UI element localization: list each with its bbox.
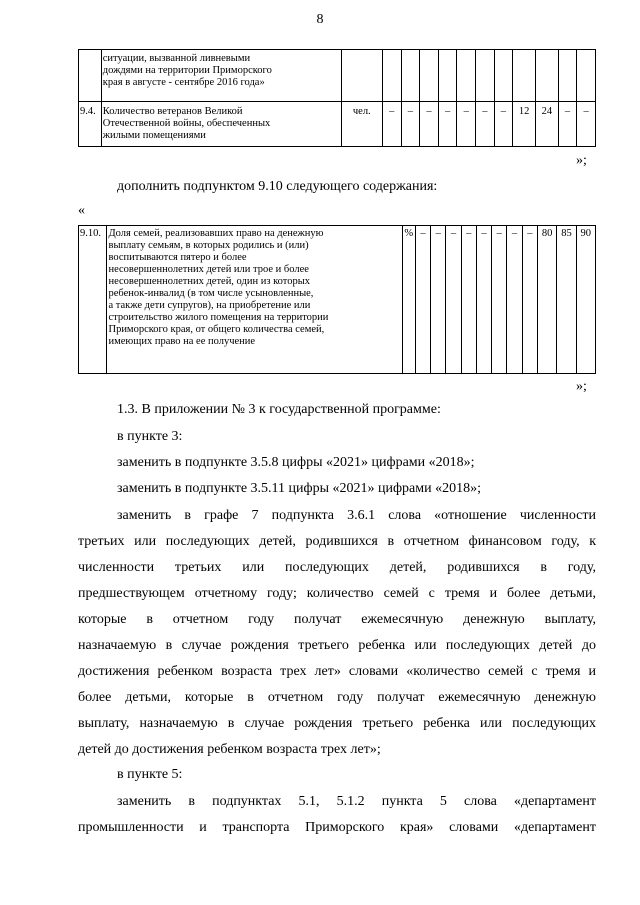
table-cell-text: ситуации, вызванной ливневыми дождями на территории Приморского края в августе - сентябре 2016 года» — [101, 50, 341, 102]
value-cell: – — [415, 226, 430, 374]
value-cell: – — [507, 226, 522, 374]
value-cell: 90 — [576, 226, 595, 374]
row-number: 9.4. — [79, 102, 102, 147]
table-row — [79, 226, 596, 374]
value-cell: – — [438, 102, 457, 147]
value-cell: – — [558, 102, 577, 147]
page-number: 8 — [316, 12, 324, 27]
paragraph: в пункте 5: — [117, 767, 183, 782]
indicator-table-new — [78, 225, 596, 374]
value-cell: – — [476, 226, 491, 374]
value-cell: 85 — [557, 226, 576, 374]
paragraph: заменить в подпункте 3.5.8 цифры «2021» цифрами «2018»; — [117, 455, 475, 470]
unit-cell: чел. — [341, 102, 382, 147]
table-cell-text: Количество ветеранов Великой Отечественной войны, обеспеченных жилыми помещениями — [101, 102, 341, 147]
value-cell: – — [522, 226, 537, 374]
opening-quote: « — [78, 203, 85, 218]
value-cell: – — [494, 102, 513, 147]
value-cell: – — [461, 226, 476, 374]
value-cell: – — [401, 102, 420, 147]
paragraph: заменить в подпункте 3.5.11 цифры «2021» цифрами «2018»; — [117, 481, 482, 496]
value-cell: – — [577, 102, 596, 147]
table-cell-text: Доля семей, реализовавших право на денежную выплату семьям, в которых родились и (или) воспитываются пятеро и более несовершеннолетних детей или трое и более несовершеннолетних детей, один из которых ребенок-инвалид (в том числе усыновленные, а также дети супругов), на приобретение или строительство жилого помещения на территории Приморского края, от общего количества семей, имеющих право на ее получение — [107, 226, 402, 374]
paragraph-add-subitem: дополнить подпунктом 9.10 следующего содержания: — [117, 179, 438, 194]
value-cell: – — [431, 226, 446, 374]
table-row — [79, 50, 596, 102]
paragraph-replace-department: заменить в подпунктах 5.1, 5.1.2 пункта 5 слова «департамент промышленности и транспорта Приморского края» словами «департамент — [78, 794, 596, 835]
table-row — [79, 102, 596, 147]
unit-cell: % — [402, 226, 415, 374]
value-cell: – — [476, 102, 495, 147]
closing-quote: »; — [576, 379, 587, 394]
value-cell: 80 — [537, 226, 556, 374]
value-cell: – — [382, 102, 401, 147]
paragraph: в пункте 3: — [117, 429, 183, 444]
indicator-table-continued — [78, 49, 596, 147]
value-cell: 12 — [513, 102, 536, 147]
value-cell: 24 — [535, 102, 558, 147]
value-cell: – — [446, 226, 461, 374]
paragraph-replace-graph7: заменить в графе 7 подпункта 3.6.1 слова «отношение численности третьих или последующих детей, родившихся в отчетном финансовом году, к численности третьих или последующих детей, родившихся в году, предшествующем отчетному году; количество семей с тремя и более детьми, которые в отчетном году получат ежемесячную денежную выплату, назначаемую в случае рождения третьего ребенка или последующих детей до достижения ребенком возраста трех лет» словами «количество семей с тремя и более детьми, которые в отчетном году получат ежемесячную денежную выплату, назначаемую в случае рождения третьего ребенка или последующих детей до достижения ребенком возраста трех лет»; — [78, 508, 596, 757]
table-cell — [79, 50, 102, 102]
value-cell: – — [492, 226, 507, 374]
value-cell: – — [420, 102, 439, 147]
closing-quote: »; — [576, 153, 587, 168]
value-cell: – — [457, 102, 476, 147]
paragraph: 1.3. В приложении № 3 к государственной программе: — [117, 402, 441, 417]
row-number: 9.10. — [79, 226, 107, 374]
